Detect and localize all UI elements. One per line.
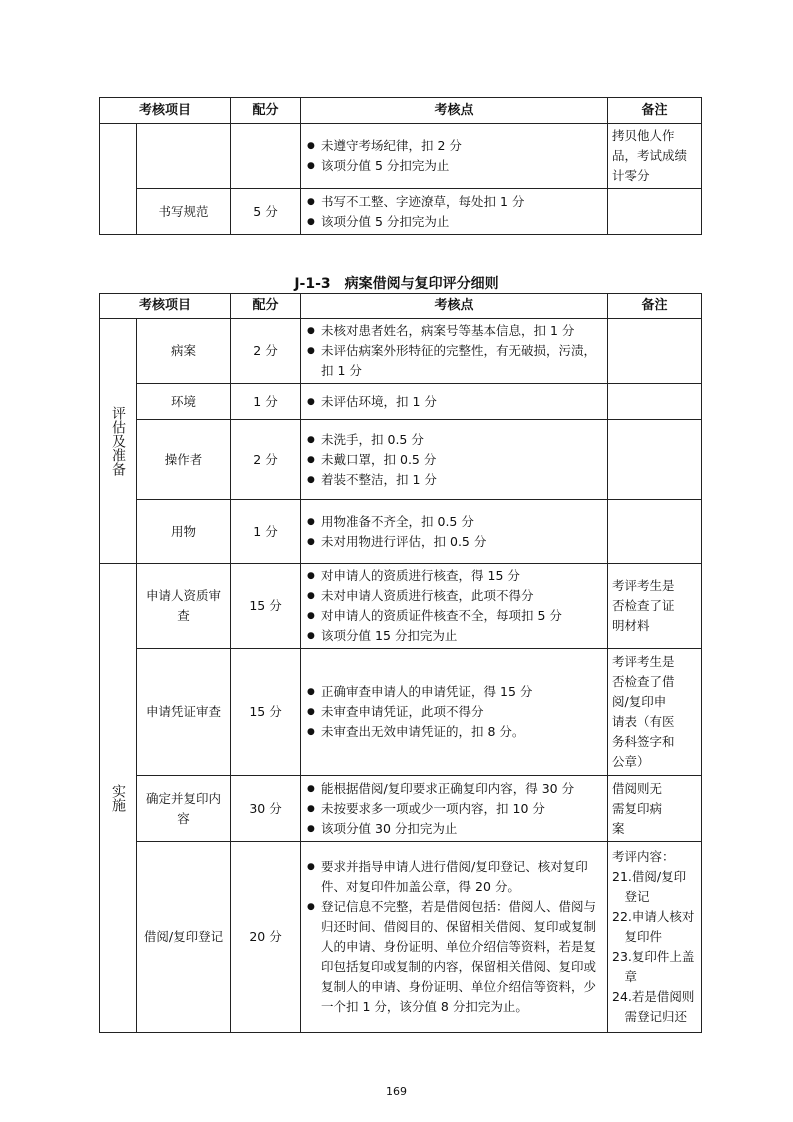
item-cell: 申请人资质审查	[137, 564, 231, 649]
group-cell	[100, 124, 137, 235]
bullet-point: ● 书写不工整、字迹潦草，每处扣 1 分	[307, 192, 603, 212]
table-row	[100, 189, 702, 235]
bullet-point: ● 该项分值 15 分扣完为止	[307, 626, 603, 646]
bullet-point: ● 要求并指导申请人进行借阅/复印登记、核对复印件、对复印件加盖公章，得 20 分。	[307, 857, 603, 897]
header-points: 考核点	[301, 98, 608, 124]
note-line: 公章）	[612, 754, 650, 769]
points-cell	[301, 564, 608, 649]
score-cell: 30 分	[231, 776, 301, 842]
header-note: 备注	[608, 98, 702, 124]
score-cell: 20 分	[231, 842, 301, 1033]
note-cell	[608, 500, 702, 564]
points-cell	[301, 319, 608, 384]
scoring-table-continued	[99, 97, 702, 235]
score-cell: 15 分	[231, 564, 301, 649]
item-cell: 环境	[137, 384, 231, 420]
table-row	[100, 420, 702, 500]
note-cell	[608, 842, 702, 1033]
score-cell: 1 分	[231, 500, 301, 564]
score-cell: 2 分	[231, 420, 301, 500]
note-cell	[608, 189, 702, 235]
bullet-point: ● 未评估病案外形特征的完整性，有无破损，污渍，扣 1 分	[307, 341, 603, 381]
item-cell: 申请凭证审查	[137, 649, 231, 776]
score-cell: 15 分	[231, 649, 301, 776]
note-line: 考评考生是	[612, 578, 675, 593]
item-cell: 操作者	[137, 420, 231, 500]
header-score: 配分	[231, 98, 301, 124]
note-cell	[608, 649, 702, 776]
score-cell: 1 分	[231, 384, 301, 420]
table-row	[100, 649, 702, 776]
table-row	[100, 842, 702, 1033]
bullet-point: ● 未审查出无效申请凭证的，扣 8 分。	[307, 722, 603, 742]
bullet-point: ● 未对用物进行评估，扣 0.5 分	[307, 532, 603, 552]
note-cell	[608, 564, 702, 649]
table-row	[100, 564, 702, 649]
points-cell	[301, 649, 608, 776]
note-line: 23.复印件上盖	[612, 949, 695, 964]
note-line: 否检查了借	[612, 674, 675, 689]
note-cell	[608, 384, 702, 420]
header-score: 配分	[231, 294, 301, 319]
note-cell	[608, 319, 702, 384]
points-cell	[301, 842, 608, 1033]
points-cell	[301, 189, 608, 235]
note-line: 考评考生是	[612, 654, 675, 669]
table-row	[100, 776, 702, 842]
note-line: 24.若是借阅则	[612, 989, 695, 1004]
note-line: 需登记归还	[612, 1009, 688, 1024]
note-line: 需复印病	[612, 800, 663, 816]
points-cell	[301, 384, 608, 420]
note-cell	[608, 776, 702, 842]
bullet-point: ● 对申请人的资质证件核查不全，每项扣 5 分	[307, 606, 603, 626]
note-line: 22.申请人核对	[612, 909, 695, 924]
table-title: J-1-3 病案借阅与复印评分细则	[294, 276, 499, 292]
item-cell: 确定并复印内容	[137, 776, 231, 842]
item-cell: 用物	[137, 500, 231, 564]
item-cell: 书写规范	[137, 189, 231, 235]
bullet-point: ● 未核对患者姓名，病案号等基本信息，扣 1 分	[307, 321, 603, 341]
group-cell: 实施	[100, 564, 137, 1033]
note-line: 借阅则无	[612, 780, 663, 796]
note-line: 阅/复印申	[612, 694, 667, 709]
header-note: 备注	[608, 294, 702, 319]
group-cell: 评估及准备	[100, 319, 137, 564]
header-points: 考核点	[301, 294, 608, 319]
bullet-point: ● 该项分值 5 分扣完为止	[307, 156, 603, 176]
bullet-point: ● 用物准备不齐全，扣 0.5 分	[307, 512, 603, 532]
points-cell	[301, 124, 608, 189]
note-line: 拷贝他人作	[612, 128, 675, 143]
bullet-point: ● 未按要求多一项或少一项内容，扣 10 分	[307, 799, 603, 819]
bullet-point: ● 未戴口罩，扣 0.5 分	[307, 450, 603, 470]
note-line: 否检查了证	[612, 598, 675, 613]
note-line: 请表（有医	[612, 714, 675, 729]
table-header	[100, 98, 702, 124]
bullet-point: ● 未评估环境，扣 1 分	[307, 392, 603, 412]
score-cell: 2 分	[231, 319, 301, 384]
note-line: 登记	[612, 889, 650, 904]
bullet-point: ● 未审查申请凭证，此项不得分	[307, 702, 603, 722]
table-row	[100, 124, 702, 189]
page-number: 169	[386, 1085, 407, 1098]
bullet-point: ● 正确审查申请人的申请凭证，得 15 分	[307, 682, 603, 702]
table-header	[100, 294, 702, 319]
bullet-point: ● 登记信息不完整，若是借阅包括：借阅人、借阅与归还时间、借阅目的、保留相关借阅、复印或复制人的申请、身份证明、单位介绍信等资料，若是复印包括复印或复制的内容，保留相关借阅、复印或复制人的申请、身份证明、单位介绍信等资料，少一个扣 1 分，该分值 8 分扣完为止。	[307, 897, 603, 1017]
note-line: 考评内容：	[612, 849, 675, 864]
note-line: 21.借阅/复印	[612, 869, 687, 884]
header-item: 考核项目	[100, 294, 231, 319]
note-cell	[608, 420, 702, 500]
item-cell: 借阅/复印登记	[137, 842, 231, 1033]
note-cell	[608, 124, 702, 189]
table-row	[100, 500, 702, 564]
table-row	[100, 319, 702, 384]
item-cell	[137, 124, 231, 189]
note-line: 品，考试成绩	[612, 148, 688, 163]
bullet-point: ● 对申请人的资质进行核查，得 15 分	[307, 566, 603, 586]
bullet-point: ● 该项分值 5 分扣完为止	[307, 212, 603, 232]
bullet-point: ● 未对申请人资质进行核查，此项不得分	[307, 586, 603, 606]
bullet-point: ● 未遵守考场纪律，扣 2 分	[307, 136, 603, 156]
item-cell: 病案	[137, 319, 231, 384]
note-line: 章	[612, 969, 638, 984]
bullet-point: ● 着装不整洁，扣 1 分	[307, 470, 603, 490]
note-line: 务科签字和	[612, 734, 675, 749]
note-line: 复印件	[612, 929, 663, 944]
bullet-point: ● 该项分值 30 分扣完为止	[307, 819, 603, 839]
bullet-point: ● 未洗手，扣 0.5 分	[307, 430, 603, 450]
score-cell: 5 分	[231, 189, 301, 235]
scoring-table	[99, 293, 702, 1033]
score-cell	[231, 124, 301, 189]
points-cell	[301, 420, 608, 500]
note-line: 计零分	[612, 168, 650, 183]
points-cell	[301, 776, 608, 842]
note-line: 明材料	[612, 618, 650, 633]
bullet-point: ● 能根据借阅/复印要求正确复印内容，得 30 分	[307, 779, 603, 799]
header-item: 考核项目	[100, 98, 231, 124]
note-line: 案	[612, 820, 625, 836]
table-row	[100, 384, 702, 420]
points-cell	[301, 500, 608, 564]
